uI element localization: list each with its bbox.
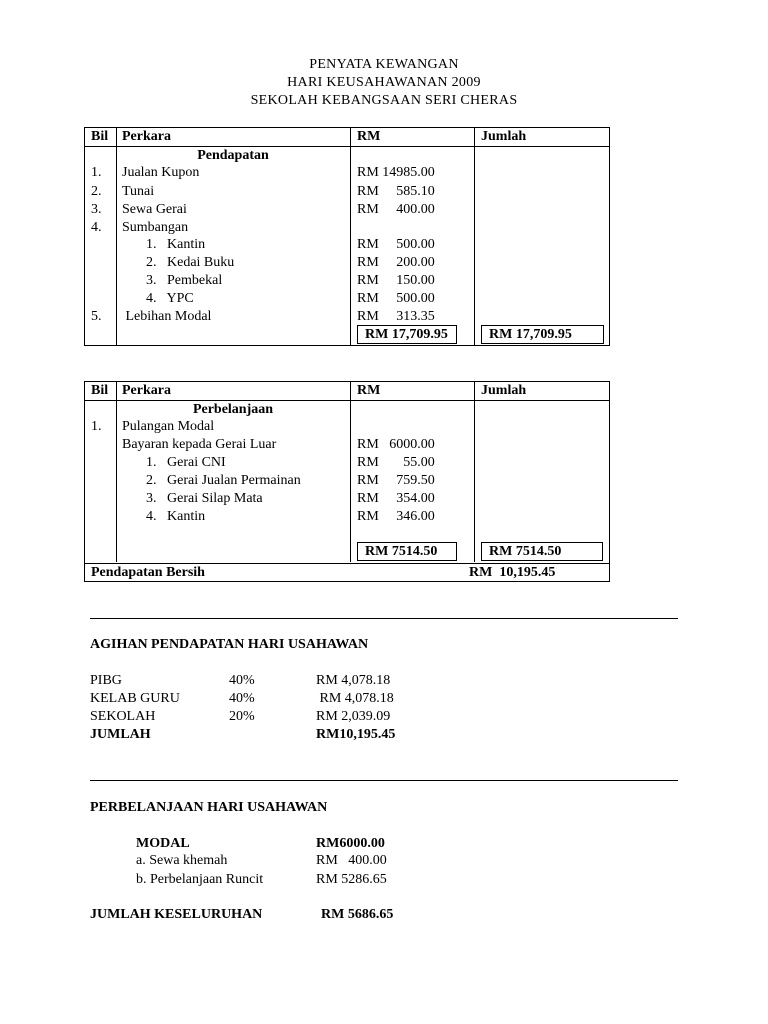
distribution-total-value: RM10,195.45 — [316, 727, 396, 742]
grand-total-value: RM 5686.65 — [321, 907, 394, 922]
expense-total-rm: RM 7514.50 — [357, 542, 457, 561]
section-heading-perbelanjaan: Perbelanjaan — [192, 402, 274, 417]
table-row-item: 2. Gerai Jualan Permainan — [146, 473, 301, 488]
table-row-item: 4. Kantin — [146, 509, 206, 524]
table-row-item: 1. Kantin — [146, 237, 206, 252]
table-row-amount: RM 346.00 — [357, 509, 435, 524]
distribution-row-name: SEKOLAH — [90, 709, 156, 724]
col-header-bil: Bil — [91, 129, 109, 144]
distribution-row-name: PIBG — [90, 673, 122, 688]
distribution-row-amount: RM 4,078.18 — [316, 691, 394, 706]
table-row-item: 2. Kedai Buku — [146, 255, 235, 270]
table-row-item: 4. YPC — [146, 291, 194, 306]
distribution-row-amount: RM 4,078.18 — [316, 673, 391, 688]
doc-title-line3: SEKOLAH KEBANGSAAN SERI CHERAS — [250, 93, 518, 108]
income-total-jumlah: RM 17,709.95 — [481, 325, 604, 344]
distribution-total-label: JUMLAH — [90, 727, 151, 742]
table-row-bil: 2. — [91, 184, 102, 199]
table-row-bil: 5. — [91, 309, 102, 324]
net-income-label: Pendapatan Bersih — [91, 565, 205, 580]
spending-item-label: b. Perbelanjaan Runcit — [136, 872, 264, 887]
table-row-amount: RM 313.35 — [357, 309, 435, 324]
income-table — [84, 127, 610, 346]
doc-title-line1: PENYATA KEWANGAN — [309, 57, 459, 72]
modal-value: RM6000.00 — [316, 836, 385, 851]
col-header-rm: RM — [357, 383, 381, 398]
table-row-item: 3. Pembekal — [146, 273, 223, 288]
section-heading-pendapatan: Pendapatan — [197, 148, 269, 163]
table-row-bil: 1. — [91, 165, 102, 180]
table-row-item: 3. Gerai Silap Mata — [146, 491, 263, 506]
table-row-amount: RM 585.10 — [357, 184, 435, 199]
table-row-item: 1. Gerai CNI — [146, 455, 226, 470]
table-row-item: Tunai — [122, 184, 155, 199]
table-row-bil: 3. — [91, 202, 102, 217]
expense-total-jumlah: RM 7514.50 — [481, 542, 603, 561]
table-row-bil: 4. — [91, 220, 102, 235]
doc-title-line2: HARI KEUSAHAWANAN 2009 — [287, 75, 481, 90]
table-row-amount: RM 354.00 — [357, 491, 435, 506]
table-row-amount: RM 400.00 — [357, 202, 435, 217]
table-row-amount: RM 55.00 — [357, 455, 435, 470]
spending-title: PERBELANJAAN HARI USAHAWAN — [90, 800, 328, 815]
distribution-row-name: KELAB GURU — [90, 691, 180, 706]
distribution-row-amount: RM 2,039.09 — [316, 709, 391, 724]
col-header-rm: RM — [357, 129, 381, 144]
spending-item-label: a. Sewa khemah — [136, 853, 228, 868]
spending-item-amount: RM 400.00 — [316, 853, 387, 868]
table-row-amount: RM 200.00 — [357, 255, 435, 270]
col-header-perkara: Perkara — [122, 129, 171, 144]
table-row-amount: RM 150.00 — [357, 273, 435, 288]
divider — [90, 618, 678, 619]
table-row-item: Lebihan Modal — [122, 309, 212, 324]
distribution-title: AGIHAN PENDAPATAN HARI USAHAWAN — [90, 637, 369, 652]
table-row-amount: RM 14985.00 — [357, 165, 435, 180]
distribution-row-pct: 40% — [229, 691, 255, 706]
table-row-bil: 1. — [91, 419, 102, 434]
distribution-row-pct: 20% — [229, 709, 255, 724]
modal-label: MODAL — [136, 836, 190, 851]
table-row-amount: RM 759.50 — [357, 473, 435, 488]
table-row-item: Sewa Gerai — [122, 202, 187, 217]
table-row-item: Jualan Kupon — [122, 165, 200, 180]
expense-table — [84, 381, 610, 582]
col-header-jumlah: Jumlah — [481, 383, 527, 398]
grand-total-label: JUMLAH KESELURUHAN — [90, 907, 263, 922]
col-header-perkara: Perkara — [122, 383, 171, 398]
income-total-rm: RM 17,709.95 — [357, 325, 457, 344]
table-row-amount: RM 500.00 — [357, 237, 435, 252]
table-row-item: Sumbangan — [122, 220, 189, 235]
spending-item-amount: RM 5286.65 — [316, 872, 387, 887]
divider — [90, 780, 678, 781]
table-row-amount: RM 6000.00 — [357, 437, 435, 452]
table-row-item: Bayaran kepada Gerai Luar — [122, 437, 277, 452]
table-row-amount: RM 500.00 — [357, 291, 435, 306]
distribution-row-pct: 40% — [229, 673, 255, 688]
col-header-bil: Bil — [91, 383, 109, 398]
net-income-value: RM 10,195.45 — [469, 565, 556, 580]
col-header-jumlah: Jumlah — [481, 129, 527, 144]
table-row-item: Pulangan Modal — [122, 419, 215, 434]
